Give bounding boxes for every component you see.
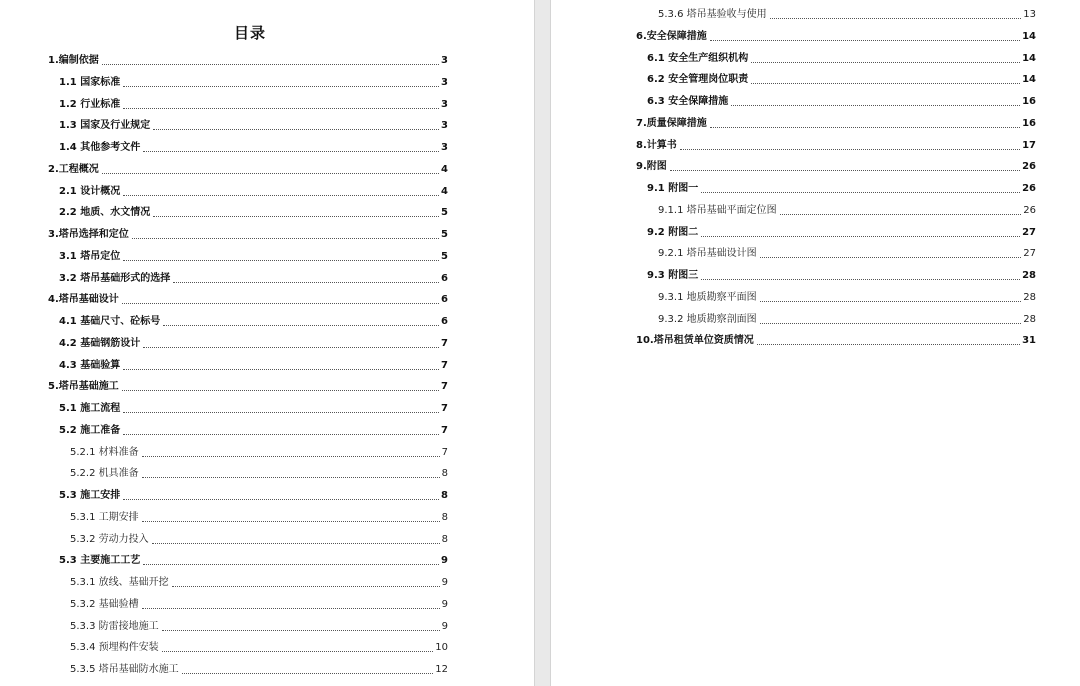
toc-entry-label: 4.塔吊基础设计	[48, 294, 119, 306]
toc-leader-dots	[123, 368, 439, 370]
toc-entry[interactable]	[647, 52, 1036, 66]
toc-entry[interactable]	[59, 337, 448, 351]
toc-entry[interactable]	[59, 250, 448, 264]
toc-entry[interactable]	[48, 163, 448, 177]
toc-entry-page: 3	[441, 142, 448, 153]
toc-entry-page: 4	[441, 163, 448, 175]
toc-leader-dots	[102, 63, 439, 65]
toc-entry-label: 5.3.1 放线、基础开挖	[70, 577, 169, 588]
toc-entry[interactable]	[48, 228, 448, 242]
toc-entry[interactable]	[59, 424, 448, 438]
toc-entry-label: 9.3 附图三	[647, 270, 699, 281]
toc-entry[interactable]	[59, 272, 448, 286]
toc-entry-label: 3.1 塔吊定位	[59, 250, 121, 262]
toc-leader-dots	[143, 346, 439, 348]
toc-entry-label: 3.2 塔吊基础形式的选择	[59, 272, 171, 284]
toc-leader-dots	[142, 455, 440, 457]
toc-entry-label: 9.附图	[636, 161, 667, 173]
toc-entry-page: 7	[441, 446, 448, 458]
toc-leader-dots	[731, 104, 1020, 106]
toc-entry-page: 6	[441, 294, 448, 306]
toc-leader-dots	[670, 169, 1020, 171]
toc-page-right	[551, 0, 1080, 686]
toc-entry-page: 14	[1022, 30, 1036, 42]
toc-entry[interactable]	[70, 576, 448, 590]
page-gutter	[534, 0, 551, 686]
toc-entry-label: 4.2 基础钢筋设计	[59, 337, 141, 349]
toc-entry-label: 2.1 设计概况	[59, 185, 121, 197]
toc-leader-dots	[123, 259, 439, 261]
toc-entry-page: 28	[1023, 291, 1036, 303]
toc-entry-page: 31	[1022, 335, 1036, 347]
toc-leader-dots	[770, 17, 1022, 19]
toc-entry[interactable]	[658, 8, 1036, 22]
toc-entry-label: 5.塔吊基础施工	[48, 381, 119, 393]
toc-entry-label: 5.2.2 机具准备	[70, 468, 139, 480]
toc-leader-dots	[760, 322, 1022, 324]
toc-leader-dots	[122, 302, 439, 304]
toc-entry[interactable]	[647, 95, 1036, 109]
toc-entry[interactable]	[70, 598, 448, 612]
toc-entry-page: 5	[441, 250, 448, 262]
toc-entry-label: 9.1 附图一	[647, 183, 699, 194]
toc-entry-label: 9.2.1 塔吊基础设计图	[658, 248, 757, 260]
toc-entry-page: 3	[441, 76, 448, 88]
toc-entry-label: 10.塔吊租赁单位资质情况	[636, 335, 754, 347]
toc-leader-dots	[142, 607, 440, 609]
toc-entry[interactable]	[647, 73, 1036, 87]
toc-entry[interactable]	[636, 30, 1036, 44]
toc-entry[interactable]	[59, 315, 448, 329]
toc-entry[interactable]	[636, 117, 1036, 131]
toc-entry[interactable]	[48, 380, 448, 394]
toc-leader-dots	[143, 563, 439, 565]
toc-entry[interactable]	[658, 247, 1036, 261]
toc-entry-label: 1.4 其他参考文件	[59, 142, 141, 153]
toc-entry[interactable]	[70, 663, 448, 677]
toc-entry-page: 28	[1022, 270, 1036, 281]
toc-entry[interactable]	[59, 359, 448, 373]
toc-leader-dots	[142, 476, 440, 478]
toc-entry-label: 5.3.5 塔吊基础防水施工	[70, 664, 179, 675]
toc-entry-page: 7	[441, 403, 448, 414]
toc-entry-page: 10	[435, 642, 448, 654]
toc-entry-label: 2.2 地质、水文情况	[59, 207, 151, 219]
toc-leader-dots	[757, 343, 1020, 345]
toc-entry-page: 7	[441, 359, 448, 371]
toc-entry-page: 7	[441, 424, 448, 436]
toc-entry-page: 6	[441, 316, 448, 327]
toc-entry[interactable]	[48, 293, 448, 307]
toc-entry-label: 5.3 主要施工工艺	[59, 555, 141, 567]
toc-leader-dots	[680, 148, 1020, 150]
toc-leader-dots	[102, 172, 439, 174]
toc-entry-page: 16	[1022, 96, 1036, 107]
toc-entry[interactable]	[48, 54, 448, 68]
toc-entry[interactable]	[59, 141, 448, 155]
toc-leader-dots	[701, 191, 1020, 193]
toc-leader-dots	[701, 278, 1020, 280]
toc-entry-page: 17	[1022, 139, 1036, 151]
toc-entry[interactable]	[59, 185, 448, 199]
toc-entry[interactable]	[658, 204, 1036, 218]
toc-entry[interactable]	[59, 554, 448, 568]
toc-entry-page: 6	[441, 272, 448, 284]
toc-leader-dots	[173, 281, 439, 283]
toc-leader-dots	[162, 629, 440, 631]
toc-entry-page: 9	[441, 577, 448, 588]
toc-leader-dots	[182, 672, 434, 674]
toc-entry[interactable]	[70, 533, 448, 547]
toc-entry-label: 9.1.1 塔吊基础平面定位图	[658, 204, 777, 216]
toc-entry-label: 3.塔吊选择和定位	[48, 229, 129, 240]
toc-entry-page: 8	[441, 511, 448, 523]
toc-leader-dots	[163, 324, 439, 326]
toc-title: 目录	[233, 24, 266, 42]
toc-entry-page: 5	[441, 207, 448, 219]
toc-leader-dots	[122, 389, 439, 391]
toc-leader-dots	[123, 194, 439, 196]
toc-entry-label: 1.1 国家标准	[59, 76, 121, 88]
toc-leader-dots	[123, 411, 439, 413]
toc-entry-label: 5.3.2 基础验槽	[70, 598, 139, 610]
toc-leader-dots	[123, 433, 439, 435]
toc-entry-page: 14	[1022, 52, 1036, 64]
toc-entry-label: 5.3.4 预埋构件安装	[70, 642, 159, 654]
toc-leader-dots	[701, 235, 1020, 237]
toc-leader-dots	[142, 520, 440, 522]
toc-leader-dots	[132, 237, 439, 239]
toc-entry-page: 27	[1022, 226, 1036, 238]
toc-leader-dots	[162, 650, 434, 652]
toc-leader-dots	[172, 585, 440, 587]
toc-entry-page: 7	[441, 337, 448, 349]
toc-entry-page: 4	[441, 185, 448, 197]
toc-leader-dots	[760, 256, 1022, 258]
toc-entry-page: 8	[441, 468, 448, 480]
toc-entry[interactable]	[59, 206, 448, 220]
toc-entry[interactable]	[658, 291, 1036, 305]
toc-entry-label: 1.2 行业标准	[59, 98, 121, 110]
toc-entry-page: 13	[1023, 9, 1036, 20]
toc-entry-page: 9	[441, 598, 448, 610]
toc-entry-label: 4.1 基础尺寸、砼标号	[59, 316, 161, 327]
toc-entry[interactable]	[70, 446, 448, 460]
toc-entry[interactable]	[59, 98, 448, 112]
toc-page-left	[0, 0, 534, 686]
toc-entry[interactable]	[70, 620, 448, 634]
toc-entry-page: 8	[441, 490, 448, 501]
toc-leader-dots	[152, 542, 440, 544]
toc-leader-dots	[751, 82, 1020, 84]
toc-leader-dots	[710, 126, 1020, 128]
toc-entry-label: 4.3 基础验算	[59, 359, 121, 371]
toc-entry[interactable]	[59, 402, 448, 416]
toc-entry[interactable]	[647, 269, 1036, 283]
toc-leader-dots	[123, 498, 439, 500]
toc-entry-label: 6.1 安全生产组织机构	[647, 52, 749, 64]
toc-entry[interactable]	[70, 467, 448, 481]
toc-entry-page: 9	[441, 555, 448, 567]
toc-entry-label: 5.3 施工安排	[59, 490, 121, 501]
toc-entry-label: 7.质量保障措施	[636, 117, 707, 129]
toc-entry-page: 3	[441, 98, 448, 110]
toc-entry-page: 27	[1023, 248, 1036, 260]
toc-entry-page: 7	[441, 381, 448, 393]
toc-entry[interactable]	[636, 160, 1036, 174]
toc-entry-label: 6.安全保障措施	[636, 30, 707, 42]
toc-entry-page: 3	[441, 55, 448, 66]
toc-entry-label: 9.2 附图二	[647, 226, 699, 238]
toc-entry-page: 9	[441, 620, 448, 632]
toc-leader-dots	[123, 107, 439, 109]
toc-entry-page: 26	[1022, 161, 1036, 173]
toc-entry-label: 5.3.2 劳动力投入	[70, 533, 149, 545]
toc-entry-label: 2.工程概况	[48, 163, 99, 175]
toc-entry[interactable]	[59, 76, 448, 90]
toc-entry-label: 1.编制依据	[48, 55, 99, 66]
toc-entry-page: 16	[1022, 117, 1036, 129]
toc-leader-dots	[143, 150, 439, 152]
toc-leader-dots	[153, 128, 439, 130]
toc-entry-label: 8.计算书	[636, 139, 677, 151]
toc-entry[interactable]	[647, 226, 1036, 240]
toc-leader-dots	[751, 61, 1020, 63]
toc-leader-dots	[153, 215, 439, 217]
toc-entry-label: 6.3 安全保障措施	[647, 96, 729, 107]
toc-leader-dots	[123, 85, 439, 87]
toc-entry-label: 5.2 施工准备	[59, 424, 121, 436]
toc-entry-page: 3	[441, 120, 448, 132]
toc-entry[interactable]	[70, 511, 448, 525]
toc-entry-page: 5	[441, 229, 448, 240]
toc-entry[interactable]	[70, 641, 448, 655]
toc-entry-page: 26	[1022, 183, 1036, 194]
toc-entry-page: 8	[441, 533, 448, 545]
toc-entry-page: 28	[1023, 313, 1036, 325]
toc-entry-label: 5.2.1 材料准备	[70, 446, 139, 458]
toc-leader-dots	[710, 39, 1020, 41]
toc-entry-label: 9.3.1 地质勘察平面图	[658, 291, 757, 303]
toc-entry[interactable]	[59, 489, 448, 503]
toc-entry-label: 6.2 安全管理岗位职责	[647, 74, 749, 86]
toc-entry-label: 5.3.3 防雷接地施工	[70, 620, 159, 632]
toc-entry-label: 5.1 施工流程	[59, 403, 121, 414]
toc-entry-label: 5.3.6 塔吊基验收与使用	[658, 9, 767, 20]
toc-entry-page: 12	[435, 664, 448, 675]
toc-entry[interactable]	[636, 139, 1036, 153]
toc-leader-dots	[760, 300, 1022, 302]
toc-leader-dots	[780, 213, 1022, 215]
toc-entry-page: 26	[1023, 204, 1036, 216]
toc-entry-label: 5.3.1 工期安排	[70, 511, 139, 523]
toc-entry-label: 9.3.2 地质勘察剖面图	[658, 313, 757, 325]
toc-entry[interactable]	[59, 119, 448, 133]
toc-entry[interactable]	[636, 334, 1036, 348]
toc-entry-label: 1.3 国家及行业规定	[59, 120, 151, 132]
toc-entry[interactable]	[658, 313, 1036, 327]
toc-entry[interactable]	[647, 182, 1036, 196]
toc-entry-page: 14	[1022, 74, 1036, 86]
